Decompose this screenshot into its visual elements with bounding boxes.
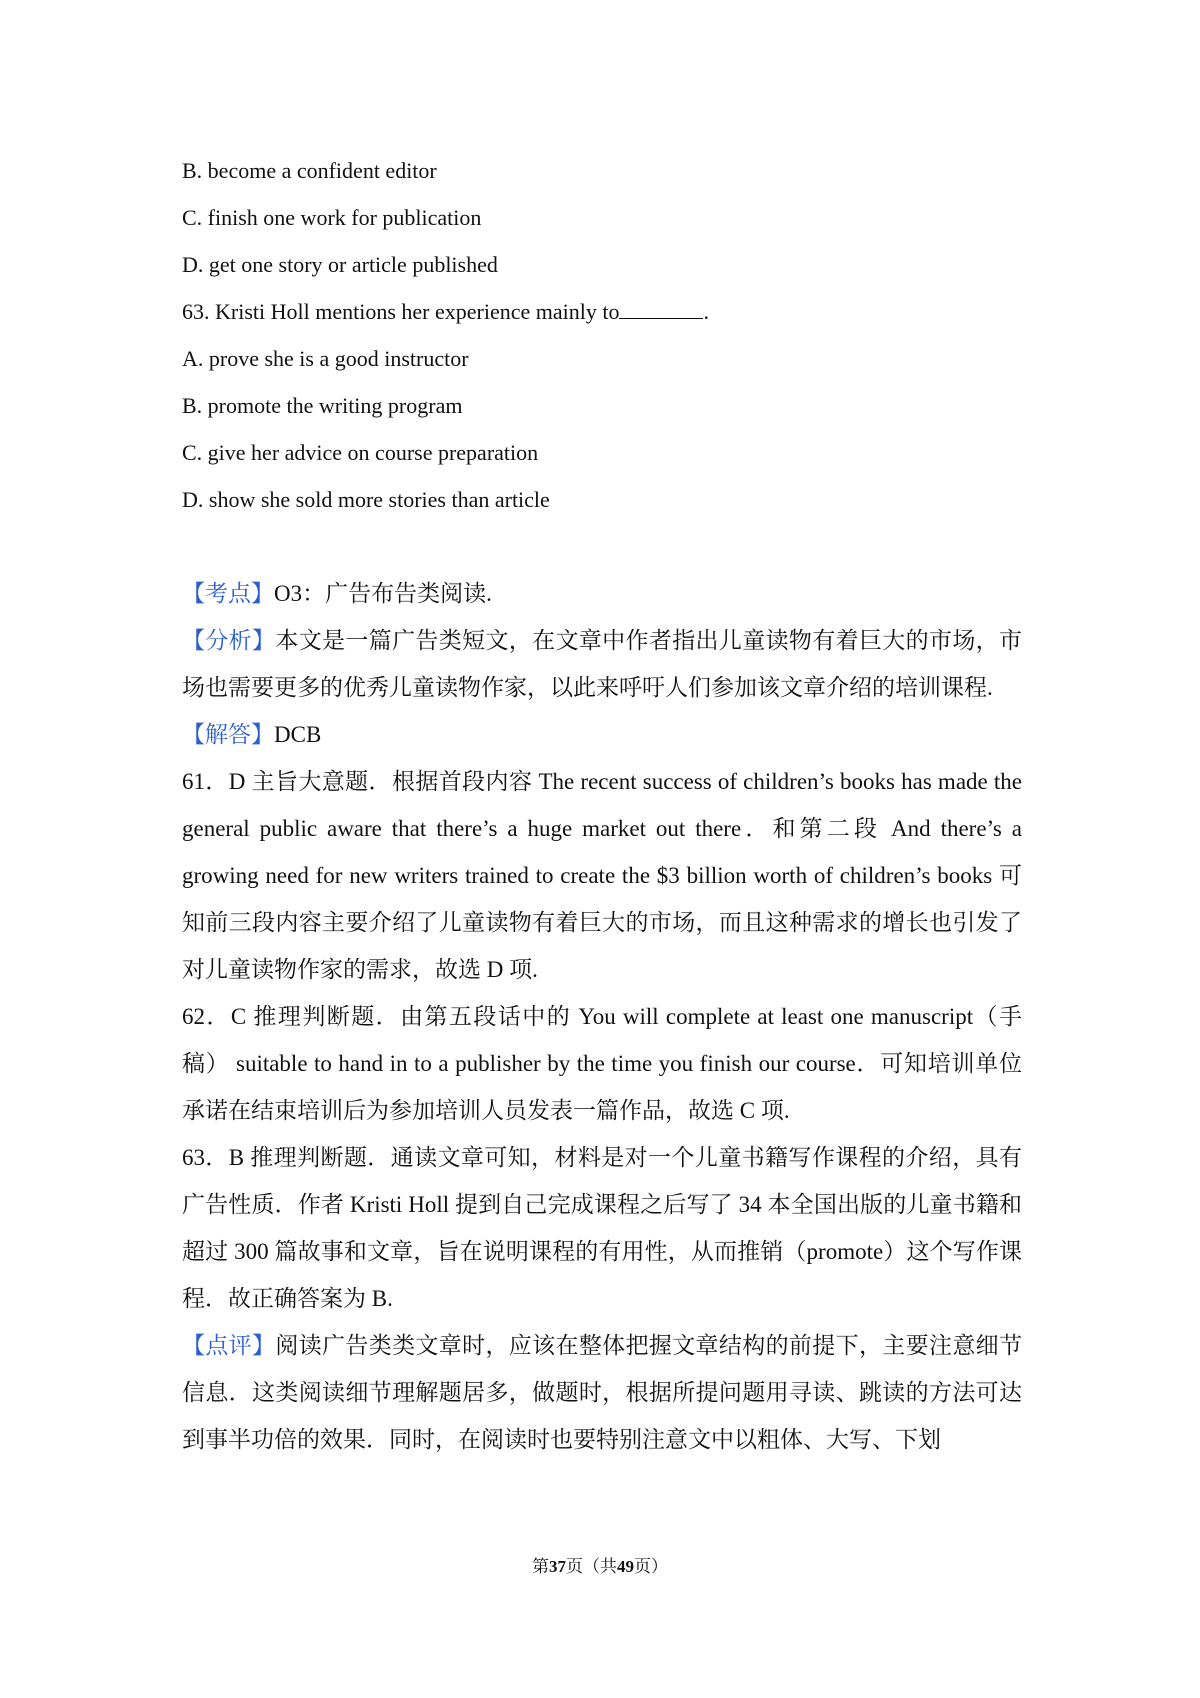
page-footer (0, 1555, 1200, 1579)
kaodian-label: 【考点】 (182, 581, 274, 606)
footer-middle: 页（共 (566, 1557, 617, 1576)
question-63-text: 63. Kristi Holl mentions her experience mainly to (182, 299, 620, 324)
option-63-c: C. give her advice on course preparation (182, 440, 539, 465)
dianping-paragraph (182, 1322, 1022, 1463)
dianping-label: 【点评】 (182, 1333, 276, 1358)
total-page-number: 49 (617, 1557, 634, 1576)
jieda-text: DCB (274, 722, 322, 747)
footer-prefix: 第 (532, 1557, 549, 1576)
jieda-label: 【解答】 (182, 722, 274, 747)
footer-suffix: 页） (634, 1557, 668, 1576)
question-63-end: . (703, 299, 709, 324)
dianping-text: 阅读广告类类文章时，应该在整体把握文章结构的前提下，主要注意细节信息．这类阅读细节理解题居多，做题时，根据所提问题用寻读、跳读的方法可达到事半功倍的效果．同时，在阅读时也要特别注意文中以粗体、大写、下划 (182, 1333, 1023, 1452)
option-62-b: B. become a confident editor (182, 158, 437, 183)
jieda-paragraph (182, 711, 1022, 758)
fenxi-label: 【分析】 (182, 628, 276, 653)
explanation-63: 63．B 推理判断题．通读文章可知，材料是对一个儿童书籍写作课程的介绍，具有广告性质．作者 Kristi Holl 提到自己完成课程之后写了 34 本全国出版的儿童书籍和超过 300 篇故事和文章，旨在说明课程的有用性，从而推销（promote）这个写作课程．故正确答案为 B. (182, 1145, 1022, 1311)
fenxi-text: 本文是一篇广告类短文，在文章中作者指出儿童读物有着巨大的市场，市场也需要更多的优秀儿童读物作家，以此来呼吁人们参加该文章介绍的培训课程. (182, 628, 1023, 700)
analysis-section (182, 570, 1022, 1463)
option-63-b: B. promote the writing program (182, 393, 463, 418)
option-62-d: D. get one story or article published (182, 252, 498, 277)
current-page-number: 37 (549, 1557, 566, 1576)
explanation-61: 61．D 主旨大意题．根据首段内容 The recent success of children’s books has made the general public aware that there’s a huge market out there．和第二段 And there’s a growing need for new writers trained to create the $3 billion worth of children’s books 可知前三段内容主要介绍了儿童读物有着巨大的市场，而且这种需求的增长也引发了对儿童读物作家的需求，故选 D 项. (182, 769, 1022, 982)
option-62-c: C. finish one work for publication (182, 205, 482, 230)
explanation-62: 62．C 推理判断题．由第五段话中的 You will complete at least one manuscript（手稿） suitable to hand in to a publisher by the time you finish our course．可知培训单位承诺在结束培训后为参加培训人员发表一篇作品，故选 C 项. (182, 1004, 1022, 1123)
option-63-d: D. show she sold more stories than article (182, 487, 550, 512)
answer-blank (619, 298, 703, 319)
kaodian-text: O3：广告布告类阅读. (274, 581, 492, 606)
fenxi-paragraph (182, 617, 1022, 711)
kaodian-paragraph (182, 570, 1022, 617)
question-63-stem (182, 297, 709, 327)
option-63-a: A. prove she is a good instructor (182, 346, 469, 371)
